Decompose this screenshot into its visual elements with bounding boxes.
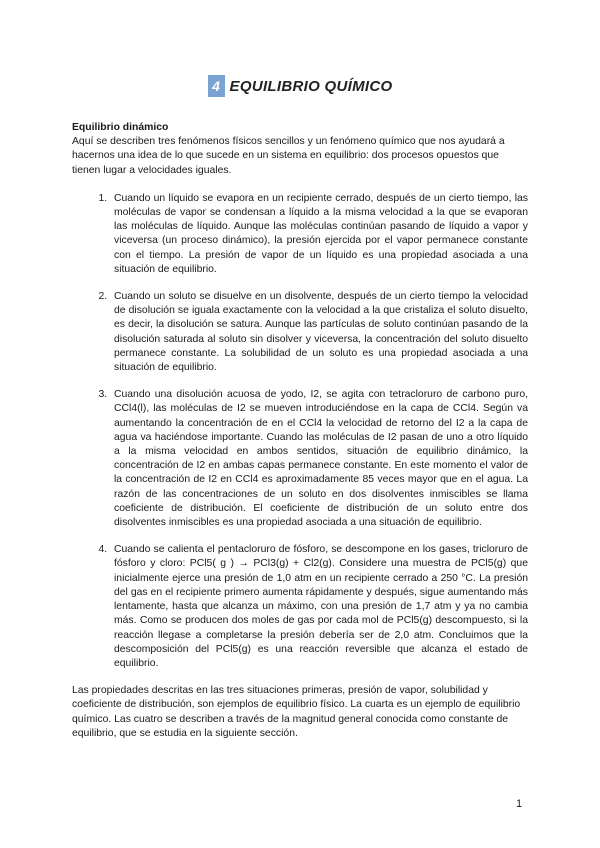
numbered-list: [72, 192, 528, 671]
chapter-number-badge: 4: [208, 75, 225, 97]
list-item: 4. Cuando se calienta el pentacloruro de fósforo, se descompone en los gases, tricloruro de fósforo y cloro: PCl5( g ) → PCl3(g) + Cl2(g). Considere una muestra de PCl5(g) que inicialmente ejerce una presión de 1,0 atm en un recipiente cerrado a 250 °C. La presión del gas en el recipiente primero aumenta rápidamente y después, sigue aumentando más lentamente, hasta que alcanza un máximo, con una presión de 1,7 atm y ya no cambia más. Como se producen dos moles de gas por cada mol de PCl5(g) descompuesto, si la reacción llegase a completarse la presión debería ser de 2,0 atm. Concluimos que la descomposición del PCl5(g) es una reacción reversible que alcanza el estado de equilibrio.: [110, 543, 528, 671]
intro-paragraph: Aquí se describen tres fenómenos físicos sencillos y un fenómeno químico que nos ayudará a hacernos una idea de lo que sucede en un sistema en equilibrio: dos procesos opuestos que tienen lugar a velocidades iguales.: [72, 136, 505, 176]
document-body: [72, 121, 528, 741]
section-heading: Equilibrio dinámico: [72, 122, 169, 133]
chapter-title: EQUILIBRIO QUÍMICO: [229, 77, 393, 95]
list-item: 2. Cuando un soluto se disuelve en un disolvente, después de un cierto tiempo la velocidad de disolución se iguala exactamente con la velocidad a la que cristaliza el soluto disuelto, es decir, la disolución se satura. Aunque las partículas de soluto continúan pasando de la disolución saturada al soluto sin disolver y viceversa, la concentración del soluto disuelto permanece constante. La solubilidad de un soluto es una propiedad asociada a una situación de equilibrio.: [110, 290, 528, 375]
chapter-header: [0, 75, 600, 97]
list-item: 3. Cuando una disolución acuosa de yodo, I2, se agita con tetracloruro de carbono puro, CCl4(l), las moléculas de I2 se mueven introduciéndose en la capa de CCl4. Según va aumentando la concentración de en el CCl4 la velocidad de retorno del I2 a la capa de agua va haciéndose importante. Cuando las moléculas de I2 pasan de uno a otro líquido a la misma velocidad en ambos sentidos, situación de equilibrio dinámico, la concentración de I2 en ambas capas permanece constante. En este momento el valor de la concentración de I2 en CCl4 es aproximadamente 85 veces mayor que en el agua. La razón de las concentraciones de un soluto en dos disolventes inmiscibles se llama coeficiente de distribución. El coeficiente de distribución de un soluto entre dos disolventes inmiscibles es una propiedad asociada a una situación de equilibrio.: [110, 388, 528, 530]
list-item: 1. Cuando un líquido se evapora en un recipiente cerrado, después de un cierto tiempo, las moléculas de vapor se condensan a líquido a la misma velocidad a la que se evaporan las moléculas de líquido. Aunque las moléculas continúan pasando de líquido a vapor y viceversa (un proceso dinámico), la presión ejercida por el vapor permanece constante con el tiempo. La presión de vapor de un líquido es una propiedad asociada a una situación de equilibrio.: [110, 192, 528, 277]
page-number: 1: [516, 798, 523, 810]
closing-paragraph: Las propiedades descritas en las tres situaciones primeras, presión de vapor, solubilidad y coeficiente de distribución, son ejemplos de equilibrio físico. La cuarta es un ejemplo de equilibrio químico. Las cuatro se describen a través de la magnitud general conocida como constante de equilibrio, que se estudia en la siguiente sección.: [72, 685, 521, 739]
